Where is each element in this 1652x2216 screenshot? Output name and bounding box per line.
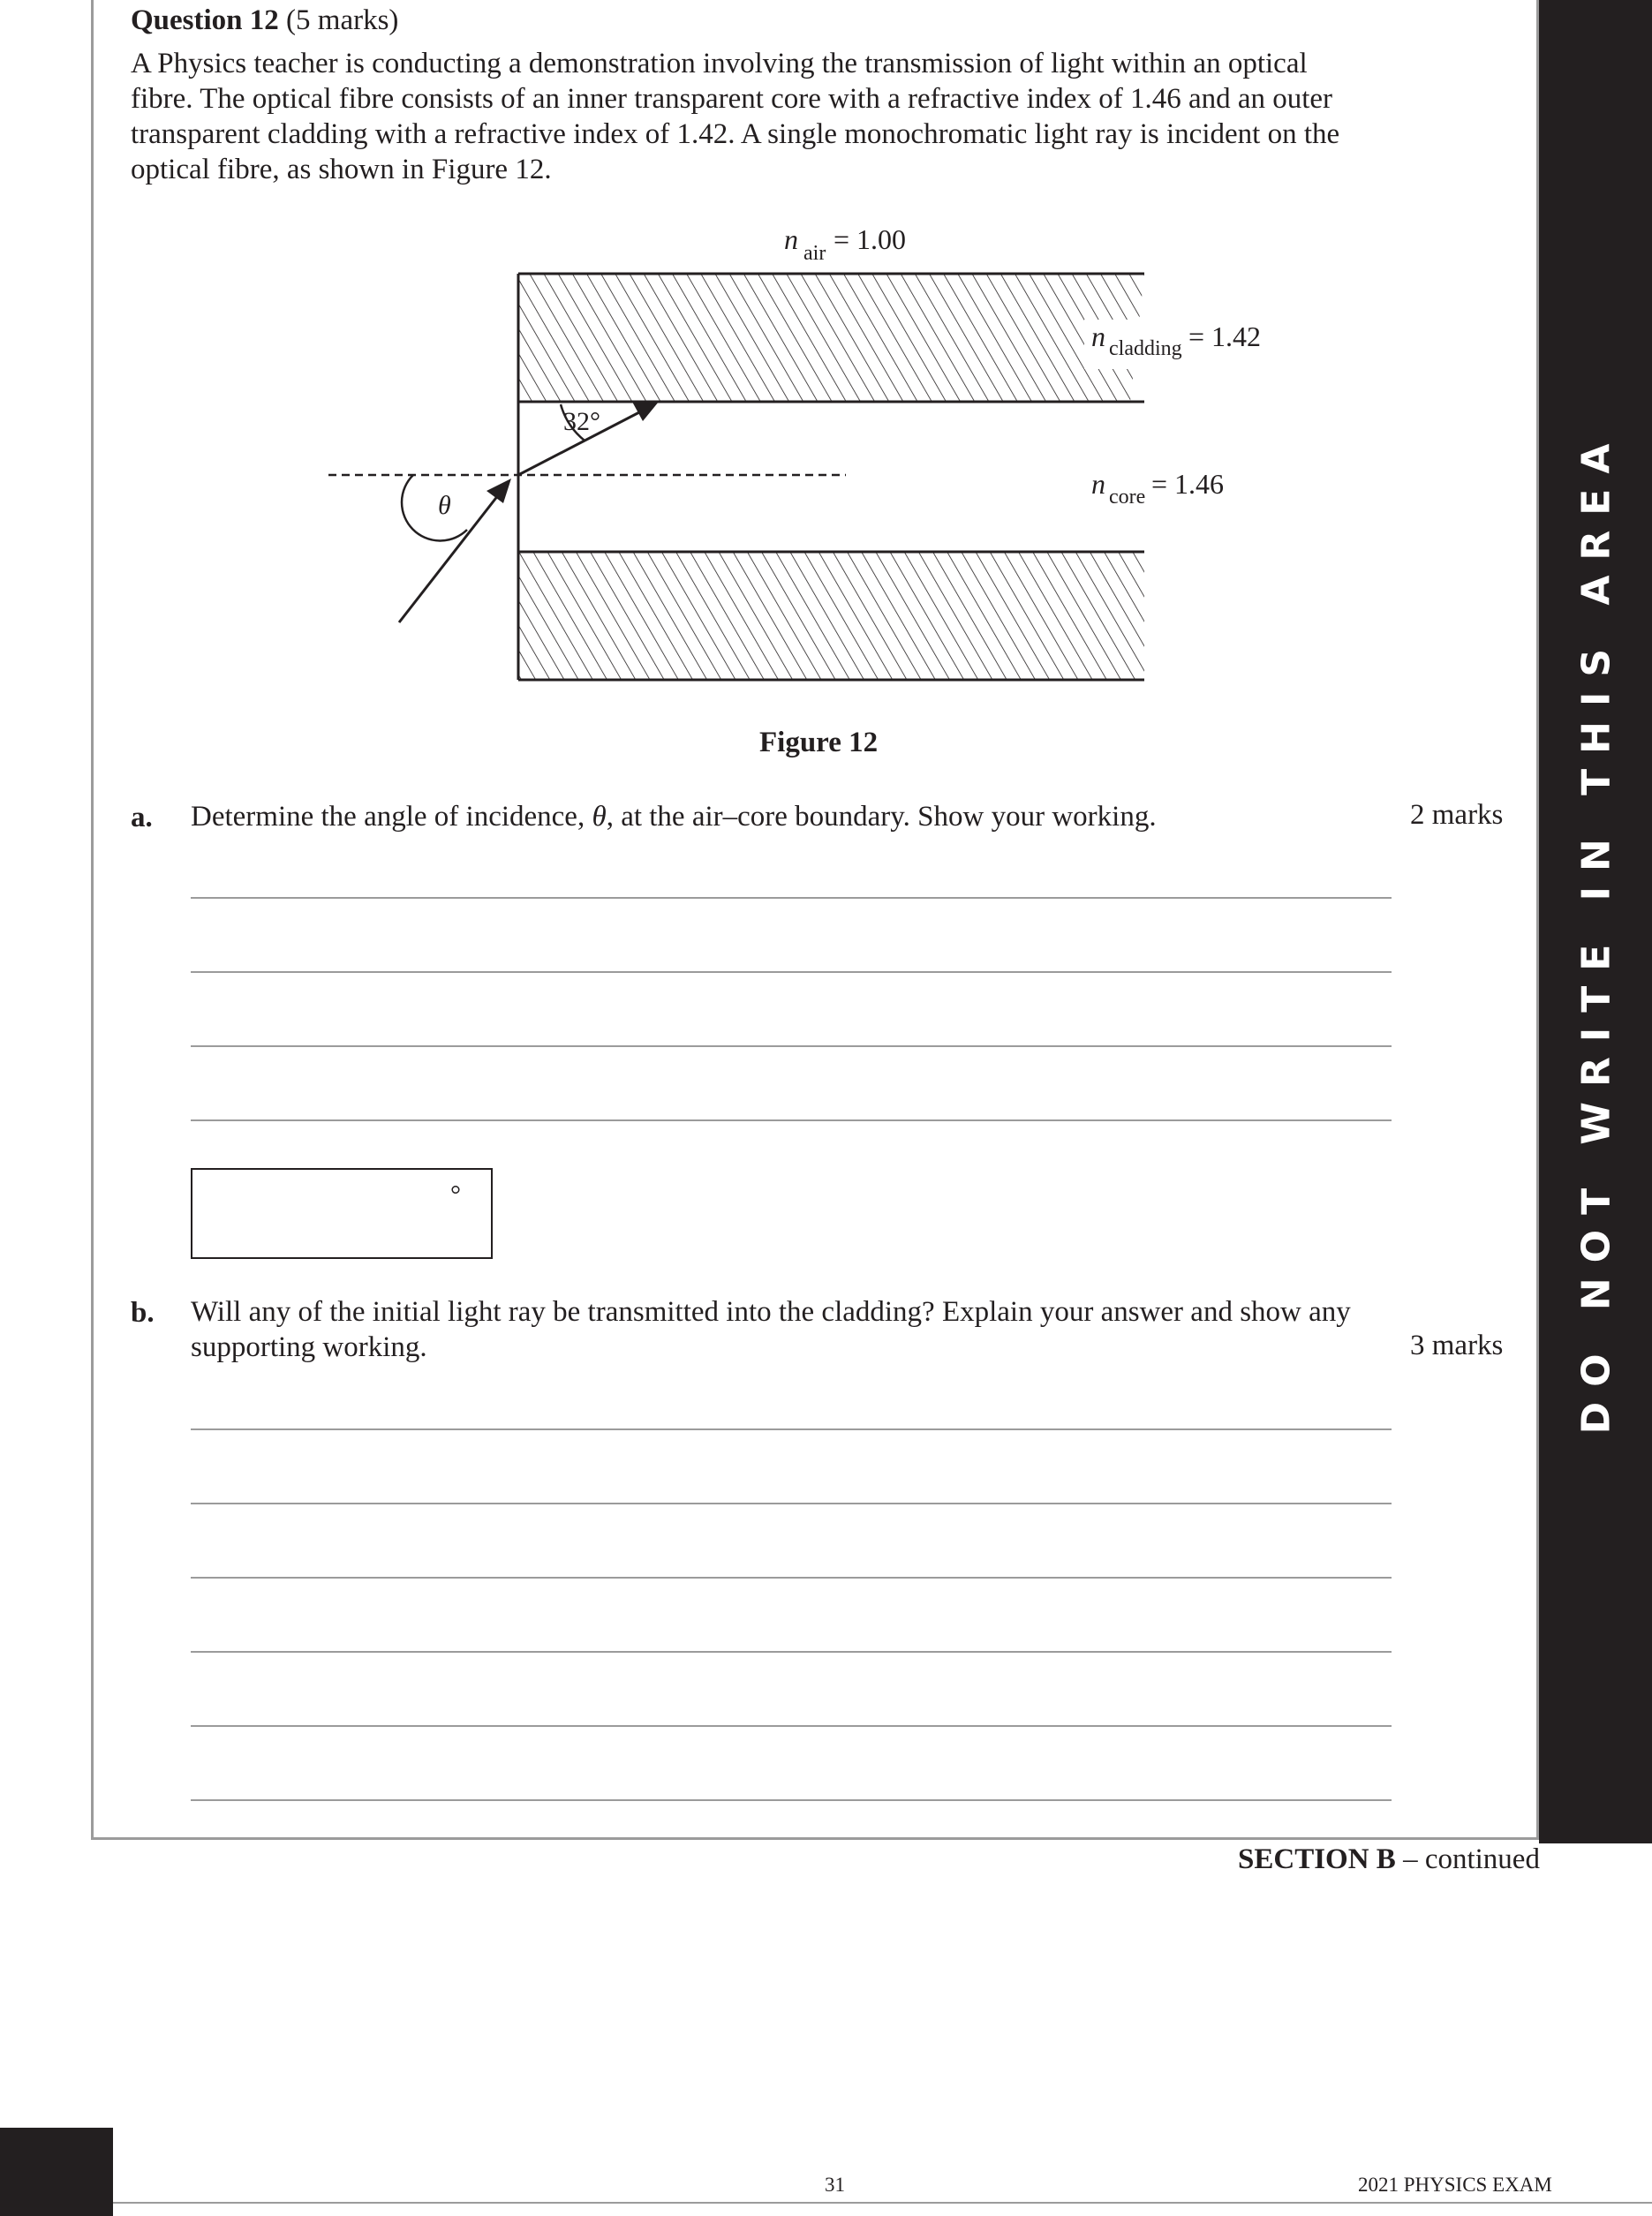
question-marks: (5 marks) [286, 4, 399, 36]
incidence-angle-label: θ [438, 491, 451, 520]
part-b-marks: 3 marks [1410, 1330, 1504, 1361]
n-air-symbol: n [784, 223, 798, 255]
n-air-subscript: air [803, 242, 826, 265]
section-name: SECTION B [1238, 1843, 1396, 1875]
n-cladding-subscript: cladding [1109, 337, 1182, 360]
question-label: Question 12 [131, 4, 279, 36]
intro-line: optical fibre, as shown in Figure 12. [131, 154, 552, 185]
n-cladding-symbol: n [1091, 320, 1105, 352]
section-continued [1238, 1843, 1540, 1876]
part-a-text-before: Determine the angle of incidence, [191, 801, 592, 833]
part-b-line: supporting working. [191, 1331, 427, 1363]
cladding-top [518, 274, 1144, 402]
part-a-question [191, 799, 1157, 834]
exam-name: 2021 PHYSICS EXAM [1358, 2174, 1552, 2196]
n-core-symbol: n [1091, 468, 1105, 500]
part-b-letter: b. [131, 1297, 155, 1329]
cladding-bottom [518, 552, 1144, 680]
page-number: 31 [825, 2174, 845, 2196]
answer-line[interactable] [191, 1799, 1392, 1801]
part-a-answer-box[interactable] [191, 1168, 493, 1259]
continued-text: – continued [1395, 1843, 1540, 1875]
question-heading [131, 4, 398, 37]
answer-line[interactable] [191, 1428, 1392, 1430]
theta-symbol: θ [592, 801, 607, 833]
n-core-value: = 1.46 [1151, 468, 1225, 500]
refraction-angle-label: 32° [563, 407, 600, 436]
n-air-value: = 1.00 [834, 223, 907, 255]
part-b-question [191, 1294, 1351, 1365]
part-a-marks: 2 marks [1410, 799, 1504, 831]
n-core-subscript: core [1109, 486, 1146, 509]
part-a-text-after: , at the air–core boundary. Show your working. [606, 801, 1157, 833]
footer-tab [0, 2128, 113, 2216]
incident-ray [399, 479, 511, 622]
footer-rule [113, 2202, 1652, 2204]
answer-line[interactable] [191, 1119, 1392, 1121]
part-a-letter: a. [131, 802, 153, 833]
degree-unit: ° [450, 1180, 461, 1210]
answer-line[interactable] [191, 1725, 1392, 1727]
intro-line: fibre. The optical fibre consists of an inner transparent core with a refractive index of 1.46 and an outer [131, 83, 1333, 115]
question-intro [131, 46, 1367, 187]
optical-fibre-diagram [318, 212, 1316, 706]
answer-line[interactable] [191, 897, 1392, 899]
incidence-angle-arc [402, 475, 467, 540]
n-cladding-value: = 1.42 [1188, 320, 1262, 352]
answer-line[interactable] [191, 1651, 1392, 1653]
intro-line: A Physics teacher is conducting a demonstration involving the transmission of light within an optical [131, 48, 1308, 79]
answer-line[interactable] [191, 1577, 1392, 1579]
answer-line[interactable] [191, 1045, 1392, 1047]
intro-line: transparent cladding with a refractive index of 1.42. A single monochromatic light ray is incident on the [131, 118, 1340, 150]
do-not-write-label: DO NOT WRITE IN THIS AREA [1573, 428, 1619, 1435]
part-b-line: Will any of the initial light ray be transmitted into the cladding? Explain your answer and show any [191, 1296, 1351, 1328]
answer-line[interactable] [191, 1503, 1392, 1504]
figure-caption: Figure 12 [759, 727, 879, 758]
answer-line[interactable] [191, 971, 1392, 973]
